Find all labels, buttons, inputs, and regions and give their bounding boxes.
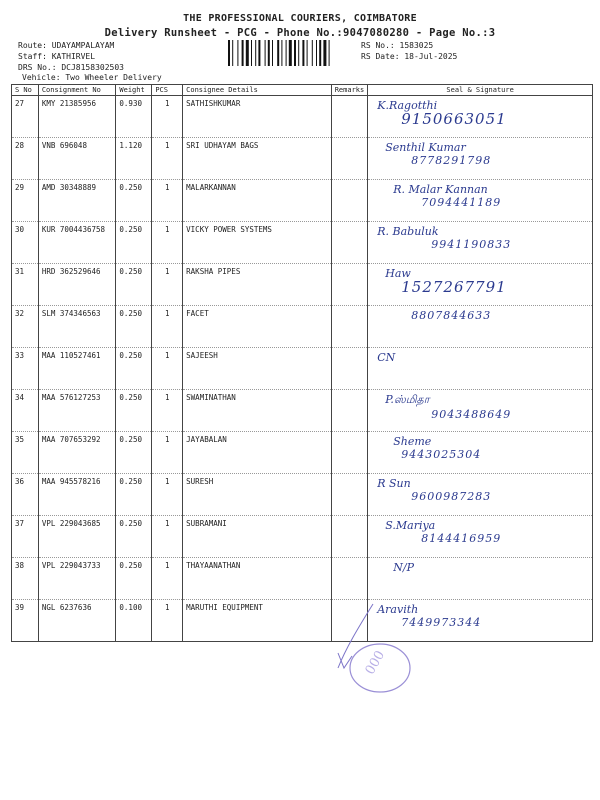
col-seal: Seal & Signature	[368, 85, 593, 96]
table-row	[12, 600, 593, 642]
runsheet-table	[11, 84, 593, 642]
cell-sno: 29	[12, 180, 39, 222]
col-weight: Weight	[116, 85, 152, 96]
col-sno: S No	[12, 85, 39, 96]
table-row	[12, 306, 593, 348]
cell-sno: 34	[12, 390, 39, 432]
cell-weight: 0.250	[116, 432, 152, 474]
barcode-bar	[228, 40, 230, 66]
cell-sno: 35	[12, 432, 39, 474]
table-row	[12, 180, 593, 222]
cell-weight: 0.250	[116, 348, 152, 390]
barcode-bar	[237, 40, 238, 66]
cell-pcs: 1	[152, 348, 183, 390]
cell-consignee: THAYAANATHAN	[183, 558, 332, 600]
barcode-bar	[258, 40, 260, 66]
signature-phone: 9150663051	[401, 110, 507, 128]
cell-consignee: SRI UDHAYAM BAGS	[183, 138, 332, 180]
signature-phone: 7094441189	[421, 196, 502, 209]
cell-remarks	[331, 390, 368, 432]
cell-consignee: FACET	[183, 306, 332, 348]
signature-phone: 1527267791	[401, 278, 507, 296]
barcode-bar	[319, 40, 321, 66]
cell-consignee: MARUTHI EQUIPMENT	[183, 600, 332, 642]
signature-name: CN	[377, 351, 396, 364]
cell-consignment: KMY 21385956	[38, 96, 116, 138]
vehicle-label: Vehicle: Two Wheeler Delivery	[22, 73, 162, 82]
cell-sno: 28	[12, 138, 39, 180]
cell-weight: 0.250	[116, 222, 152, 264]
col-remarks: Remarks	[331, 85, 368, 96]
drs-label: DRS No.: DCJ8158302503	[18, 63, 124, 72]
barcode-bar	[251, 40, 252, 66]
cell-consignee: RAKSHA PIPES	[183, 264, 332, 306]
cell-signature	[368, 222, 593, 264]
barcode-bar	[255, 40, 256, 66]
cell-pcs: 1	[152, 138, 183, 180]
cell-sno: 36	[12, 474, 39, 516]
table-row	[12, 138, 593, 180]
cell-remarks	[331, 180, 368, 222]
cell-weight: 0.250	[116, 474, 152, 516]
cell-pcs: 1	[152, 558, 183, 600]
signature-phone: 9600987283	[411, 490, 492, 503]
cell-weight: 0.250	[116, 306, 152, 348]
cell-consignment: MAA 110527461	[38, 348, 116, 390]
barcode-bar	[265, 40, 266, 66]
col-pcs: PCS	[152, 85, 183, 96]
cell-sno: 32	[12, 306, 39, 348]
cell-weight: 0.930	[116, 96, 152, 138]
table-row	[12, 390, 593, 432]
cell-consignee: SATHISHKUMAR	[183, 96, 332, 138]
signature-phone: 9443025304	[401, 448, 482, 461]
cell-signature	[368, 264, 593, 306]
signature-phone: 7449973344	[401, 616, 482, 629]
cell-pcs: 1	[152, 180, 183, 222]
cell-weight: 1.120	[116, 138, 152, 180]
cell-remarks	[331, 348, 368, 390]
cell-consignment: MAA 576127253	[38, 390, 116, 432]
barcode-bar	[268, 40, 270, 66]
barcode-image	[228, 40, 354, 66]
signature-name: R. Babuluk	[377, 225, 439, 238]
signature-name: P.ஸ்மிதா	[385, 393, 430, 406]
cell-weight: 0.250	[116, 180, 152, 222]
barcode-bar	[298, 40, 299, 66]
cell-sno: 31	[12, 264, 39, 306]
barcode-bar	[307, 40, 308, 66]
signature-phone: 8778291798	[411, 154, 492, 167]
cell-remarks	[331, 222, 368, 264]
cell-pcs: 1	[152, 264, 183, 306]
cell-signature	[368, 96, 593, 138]
cell-sno: 37	[12, 516, 39, 558]
cell-consignment: HRD 362529646	[38, 264, 116, 306]
signature-name: K.Ragotthi	[377, 99, 438, 112]
table-row	[12, 474, 593, 516]
signature-phone: 8144416959	[421, 532, 502, 545]
cell-signature	[368, 348, 593, 390]
cell-signature	[368, 432, 593, 474]
signature-name: S.Mariya	[385, 519, 436, 532]
courier-stamp	[318, 598, 428, 698]
cell-sno: 39	[12, 600, 39, 642]
cell-pcs: 1	[152, 474, 183, 516]
cell-consignment: KUR 7004436758	[38, 222, 116, 264]
table-header-row	[12, 85, 593, 96]
cell-remarks	[331, 96, 368, 138]
table-row	[12, 516, 593, 558]
signature-phone: 8807844633	[411, 309, 492, 322]
cell-remarks	[331, 474, 368, 516]
cell-signature	[368, 390, 593, 432]
barcode-bar	[329, 40, 330, 66]
signature-name: Senthil Kumar	[385, 141, 466, 154]
cell-signature	[368, 306, 593, 348]
signature-phone: 9043488649	[431, 408, 512, 421]
signature-name: Aravith	[377, 603, 419, 616]
cell-sno: 33	[12, 348, 39, 390]
signature-name: Haw	[385, 267, 411, 280]
cell-remarks	[331, 264, 368, 306]
company-title: THE PROFESSIONAL COURIERS, COIMBATORE	[183, 13, 417, 24]
table-row	[12, 222, 593, 264]
cell-pcs: 1	[152, 96, 183, 138]
cell-consignment: MAA 945578216	[38, 474, 116, 516]
barcode-bar	[312, 40, 313, 66]
cell-weight: 0.250	[116, 264, 152, 306]
cell-signature	[368, 516, 593, 558]
cell-remarks	[331, 432, 368, 474]
cell-signature	[368, 474, 593, 516]
barcode-bar	[323, 40, 326, 66]
barcode-bar	[302, 40, 304, 66]
svg-text:000: 000	[362, 648, 389, 678]
signature-phone: 9941190833	[431, 238, 512, 251]
cell-consignee: SAJEESH	[183, 348, 332, 390]
cell-consignment: NGL 6237636	[38, 600, 116, 642]
cell-pcs: 1	[152, 306, 183, 348]
table-row	[12, 348, 593, 390]
col-consignee: Consignee Details	[183, 85, 332, 96]
staff-label: Staff: KATHIRVEL	[18, 52, 96, 61]
signature-name: R. Malar Kannan	[393, 183, 488, 196]
barcode-bar	[286, 40, 287, 66]
cell-consignee: JAYABALAN	[183, 432, 332, 474]
cell-consignee: SUBRAMANI	[183, 516, 332, 558]
cell-weight: 0.250	[116, 558, 152, 600]
cell-weight: 0.250	[116, 390, 152, 432]
cell-pcs: 1	[152, 390, 183, 432]
barcode-bar	[289, 40, 292, 66]
cell-consignee: VICKY POWER SYSTEMS	[183, 222, 332, 264]
barcode-bar	[232, 40, 233, 66]
rs-date: RS Date: 18-Jul-2025	[361, 52, 458, 61]
cell-weight: 0.100	[116, 600, 152, 642]
cell-sno: 30	[12, 222, 39, 264]
cell-sno: 38	[12, 558, 39, 600]
cell-consignment: VNB 696048	[38, 138, 116, 180]
cell-consignee: MALARKANNAN	[183, 180, 332, 222]
signature-name: Sheme	[393, 435, 432, 448]
cell-consignment: MAA 707653292	[38, 432, 116, 474]
cell-signature	[368, 138, 593, 180]
table-row	[12, 558, 593, 600]
barcode-bar	[281, 40, 282, 66]
barcode-bar	[242, 40, 244, 66]
cell-pcs: 1	[152, 432, 183, 474]
table-row	[12, 96, 593, 138]
barcode-bar	[294, 40, 296, 66]
barcode-bar	[272, 40, 273, 66]
cell-pcs: 1	[152, 600, 183, 642]
cell-consignment: VPL 229043733	[38, 558, 116, 600]
cell-consignee: SWAMINATHAN	[183, 390, 332, 432]
runsheet-subtitle: Delivery Runsheet - PCG - Phone No.:9047080280 - Page No.:3	[104, 27, 496, 39]
cell-remarks	[331, 558, 368, 600]
cell-signature	[368, 180, 593, 222]
cell-remarks	[331, 516, 368, 558]
col-consignment: Consignment No	[38, 85, 116, 96]
barcode-bar	[316, 40, 317, 66]
signature-name: R Sun	[377, 477, 411, 490]
rs-number: RS No.: 1583025	[361, 41, 434, 50]
route-label: Route: UDAYAMPALAYAM	[18, 41, 115, 50]
cell-consignee: SURESH	[183, 474, 332, 516]
cell-pcs: 1	[152, 516, 183, 558]
barcode-bar	[246, 40, 249, 66]
cell-consignment: AMD 30348889	[38, 180, 116, 222]
cell-remarks	[331, 306, 368, 348]
cell-signature	[368, 558, 593, 600]
cell-consignment: SLM 374346563	[38, 306, 116, 348]
cell-consignment: VPL 229043685	[38, 516, 116, 558]
cell-sno: 27	[12, 96, 39, 138]
cell-remarks	[331, 138, 368, 180]
cell-pcs: 1	[152, 222, 183, 264]
table-row	[12, 264, 593, 306]
cell-weight: 0.250	[116, 516, 152, 558]
signature-name: N/P	[393, 561, 414, 574]
barcode-bar	[277, 40, 279, 66]
table-row	[12, 432, 593, 474]
